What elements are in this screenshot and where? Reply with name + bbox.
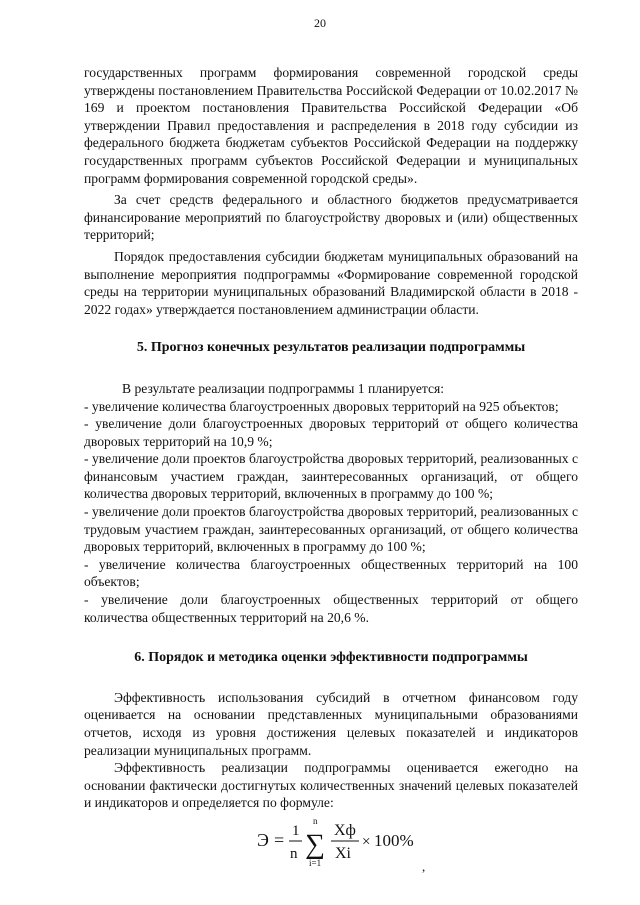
result-item: - увеличение количества благоустроенных дворовых территорий на 925 объектов; — [84, 398, 559, 414]
section-5-intro: В результате реализации подпрограммы 1 планируется: — [122, 380, 445, 396]
formula-frac2-numerator: Хф — [334, 821, 356, 839]
paragraph-efficiency-subsidies: Эффективность использования субсидий в отчетном финансовом году оценивается на основании представленных муниципальными образованиями отчетов, исходя из уровня достижения целевых показателей и индикаторов реализации муниципальных программ. — [84, 689, 578, 758]
page-number: 20 — [314, 16, 326, 30]
paragraph-programs: государственных программ формирования современной городской среды утверждены постановлением Правительства Российской Федерации от 10.02.2017 № 169 и проектом постановления Правительства Российской Федерации «Об утверждении Правил предоставления и распределения в 2018 году субсидии из федерального бюджета бюджетам субъектов Российской Федерации на поддержку государственных программ субъектов Российской Федерации и муниципальных программ формирования современной городской среды». — [84, 65, 578, 186]
section-5-heading: 5. Прогноз конечных результатов реализации подпрограммы — [136, 340, 526, 356]
formula-sum-upper: n — [313, 815, 318, 826]
paragraph-efficiency-formula-intro: Эффективность реализации подпрограммы оценивается ежегодно на основании фактически достигнутых количественных значений целевых показателей и индикаторов и определяется по формуле: — [84, 760, 578, 811]
formula-graphic — [84, 814, 578, 878]
result-item: - увеличение доли проектов благоустройства дворовых территорий, реализованных с финансовым участием граждан, заинтересованных организаций, от общего количества дворовых территорий, включенных в программу до 100 %; — [84, 451, 578, 502]
formula-frac2-denominator: Хi — [335, 844, 351, 862]
formula-frac1-denominator: n — [290, 845, 298, 862]
formula-equals: = — [274, 829, 285, 850]
document-body — [84, 64, 578, 878]
formula-sum-sign: ∑ — [305, 828, 325, 860]
efficiency-formula — [84, 814, 578, 878]
result-item: - увеличение доли проектов благоустройства дворовых территорий, реализованных с трудовым участием граждан, заинтересованных организаций, от общего количества дворовых территорий, включенных в программу до 100 %; — [84, 504, 578, 555]
result-item: - увеличение доли благоустроенных общественных территорий от общего количества общественных территорий на 20,6 %. — [84, 592, 578, 625]
paragraph-funding: За счет средств федерального и областного бюджетов предусматривается финансирование мероприятий по благоустройству дворовых и (или) общественных территорий; — [84, 192, 578, 243]
formula-lhs: Э — [257, 829, 269, 850]
result-item: - увеличение доли благоустроенных дворовых территорий от общего количества дворовых территорий на 10,9 %; — [84, 416, 578, 449]
formula-frac1-numerator: 1 — [292, 822, 300, 839]
formula-sum-lower: i=1 — [309, 857, 322, 868]
paragraph-subsidy-procedure: Порядок предоставления субсидии бюджетам муниципальных образований на выполнение мероприятия подпрограммы «Формирование современной городской среды на территории муниципальных образований Владимирской области в 2018 - 2022 годах» утверждается постановлением администрации области. — [84, 248, 578, 317]
section-6-heading: 6. Порядок и методика оценки эффективности подпрограммы — [134, 650, 528, 666]
formula-times: × — [362, 833, 371, 850]
formula-trailing-comma: , — [422, 858, 426, 874]
formula-rhs: 100% — [374, 830, 414, 850]
result-item: - увеличение количества благоустроенных общественных территорий на 100 объектов; — [84, 556, 578, 590]
